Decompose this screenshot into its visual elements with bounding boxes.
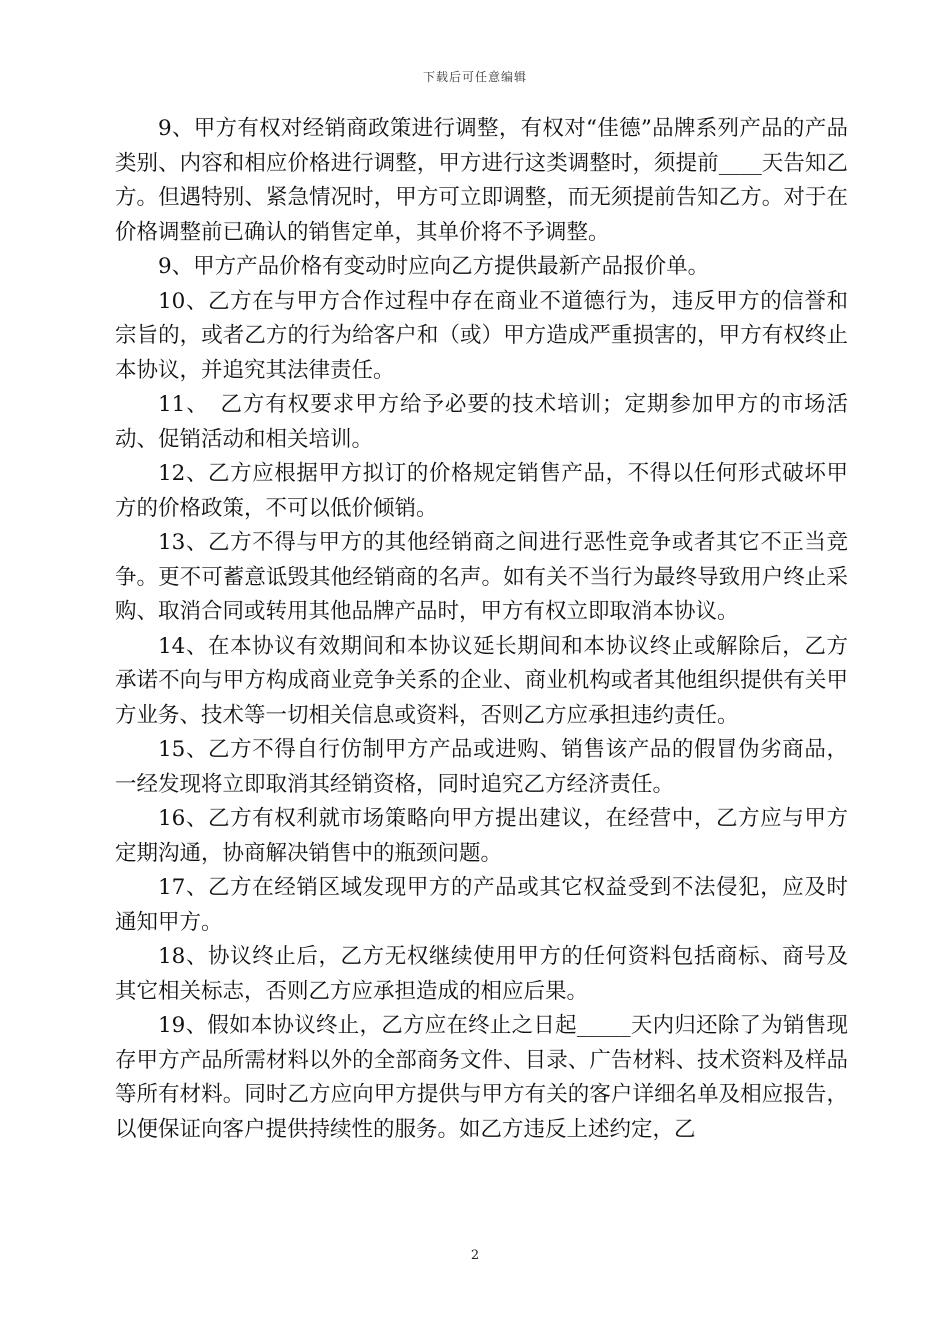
- paragraph-clause-15: 15、乙方不得自行仿制甲方产品或进购、销售该产品的假冒伪劣商品，一经发现将立即取消其经销资格，同时追究乙方经济责任。: [115, 737, 848, 797]
- paragraph-clause-18: 18、协议终止后，乙方无权继续使用甲方的任何资料包括商标、商号及其它相关标志，否则乙方应承担造成的相应后果。: [115, 944, 848, 1004]
- paragraph-clause-14: 14、在本协议有效期间和本协议延长期间和本协议终止或解除后，乙方承诺不向与甲方构成商业竞争关系的企业、商业机构或者其他组织提供有关甲方业务、技术等一切相关信息或资料，否则乙方应承担违约责任。: [115, 633, 848, 728]
- paragraph-clause-17: 17、乙方在经销区域发现甲方的产品或其它权益受到不法侵犯，应及时通知甲方。: [115, 875, 848, 935]
- paragraph-clause-19: 19、假如本协议终止，乙方应在终止之日起_____天内归还除了为销售现存甲方产品所需材料以外的全部商务文件、目录、广告材料、技术资料及样品等所有材料。同时乙方应向甲方提供与甲方有关的客户详细名单及相应报告，以便保证向客户提供持续性的服务。如乙方违反上述约定，乙: [115, 1013, 848, 1142]
- paragraph-clause-9a: 9、甲方有权对经销商政策进行调整，有权对“佳德”品牌系列产品的产品类别、内容和相应价格进行调整，甲方进行这类调整时，须提前____天告知乙方。但遇特别、紧急情况时，甲方可立即调整，而无须提前告知乙方。对于在价格调整前已确认的销售定单，其单价将不予调整。: [115, 116, 848, 245]
- paragraph-clause-9b: 9、甲方产品价格有变动时应向乙方提供最新产品报价单。: [158, 254, 710, 279]
- paragraph-clause-11: 11、 乙方有权要求甲方给予必要的技术培训；定期参加甲方的市场活动、促销活动和相关培训。: [115, 392, 848, 452]
- page-number: 2: [470, 1248, 480, 1263]
- page-header: 下载后可任意编辑: [422, 70, 527, 84]
- paragraph-clause-12: 12、乙方应根据甲方拟订的价格规定销售产品，不得以任何形式破坏甲方的价格政策，不可以低价倾销。: [115, 461, 848, 521]
- paragraph-clause-10: 10、乙方在与甲方合作过程中存在商业不道德行为，违反甲方的信誉和宗旨的，或者乙方的行为给客户和（或）甲方造成严重损害的，甲方有权终止本协议，并追究其法律责任。: [115, 288, 848, 383]
- paragraph-clause-13: 13、乙方不得与甲方的其他经销商之间进行恶性竞争或者其它不正当竞争。更不可蓄意诋毁其他经销商的名声。如有关不当行为最终导致用户终止采购、取消合同或转用其他品牌产品时，甲方有权立即取消本协议。: [115, 530, 848, 624]
- paragraph-clause-16: 16、乙方有权利就市场策略向甲方提出建议，在经营中，乙方应与甲方定期沟通，协商解决销售中的瓶颈问题。: [115, 806, 848, 866]
- document-body: [115, 112, 848, 1147]
